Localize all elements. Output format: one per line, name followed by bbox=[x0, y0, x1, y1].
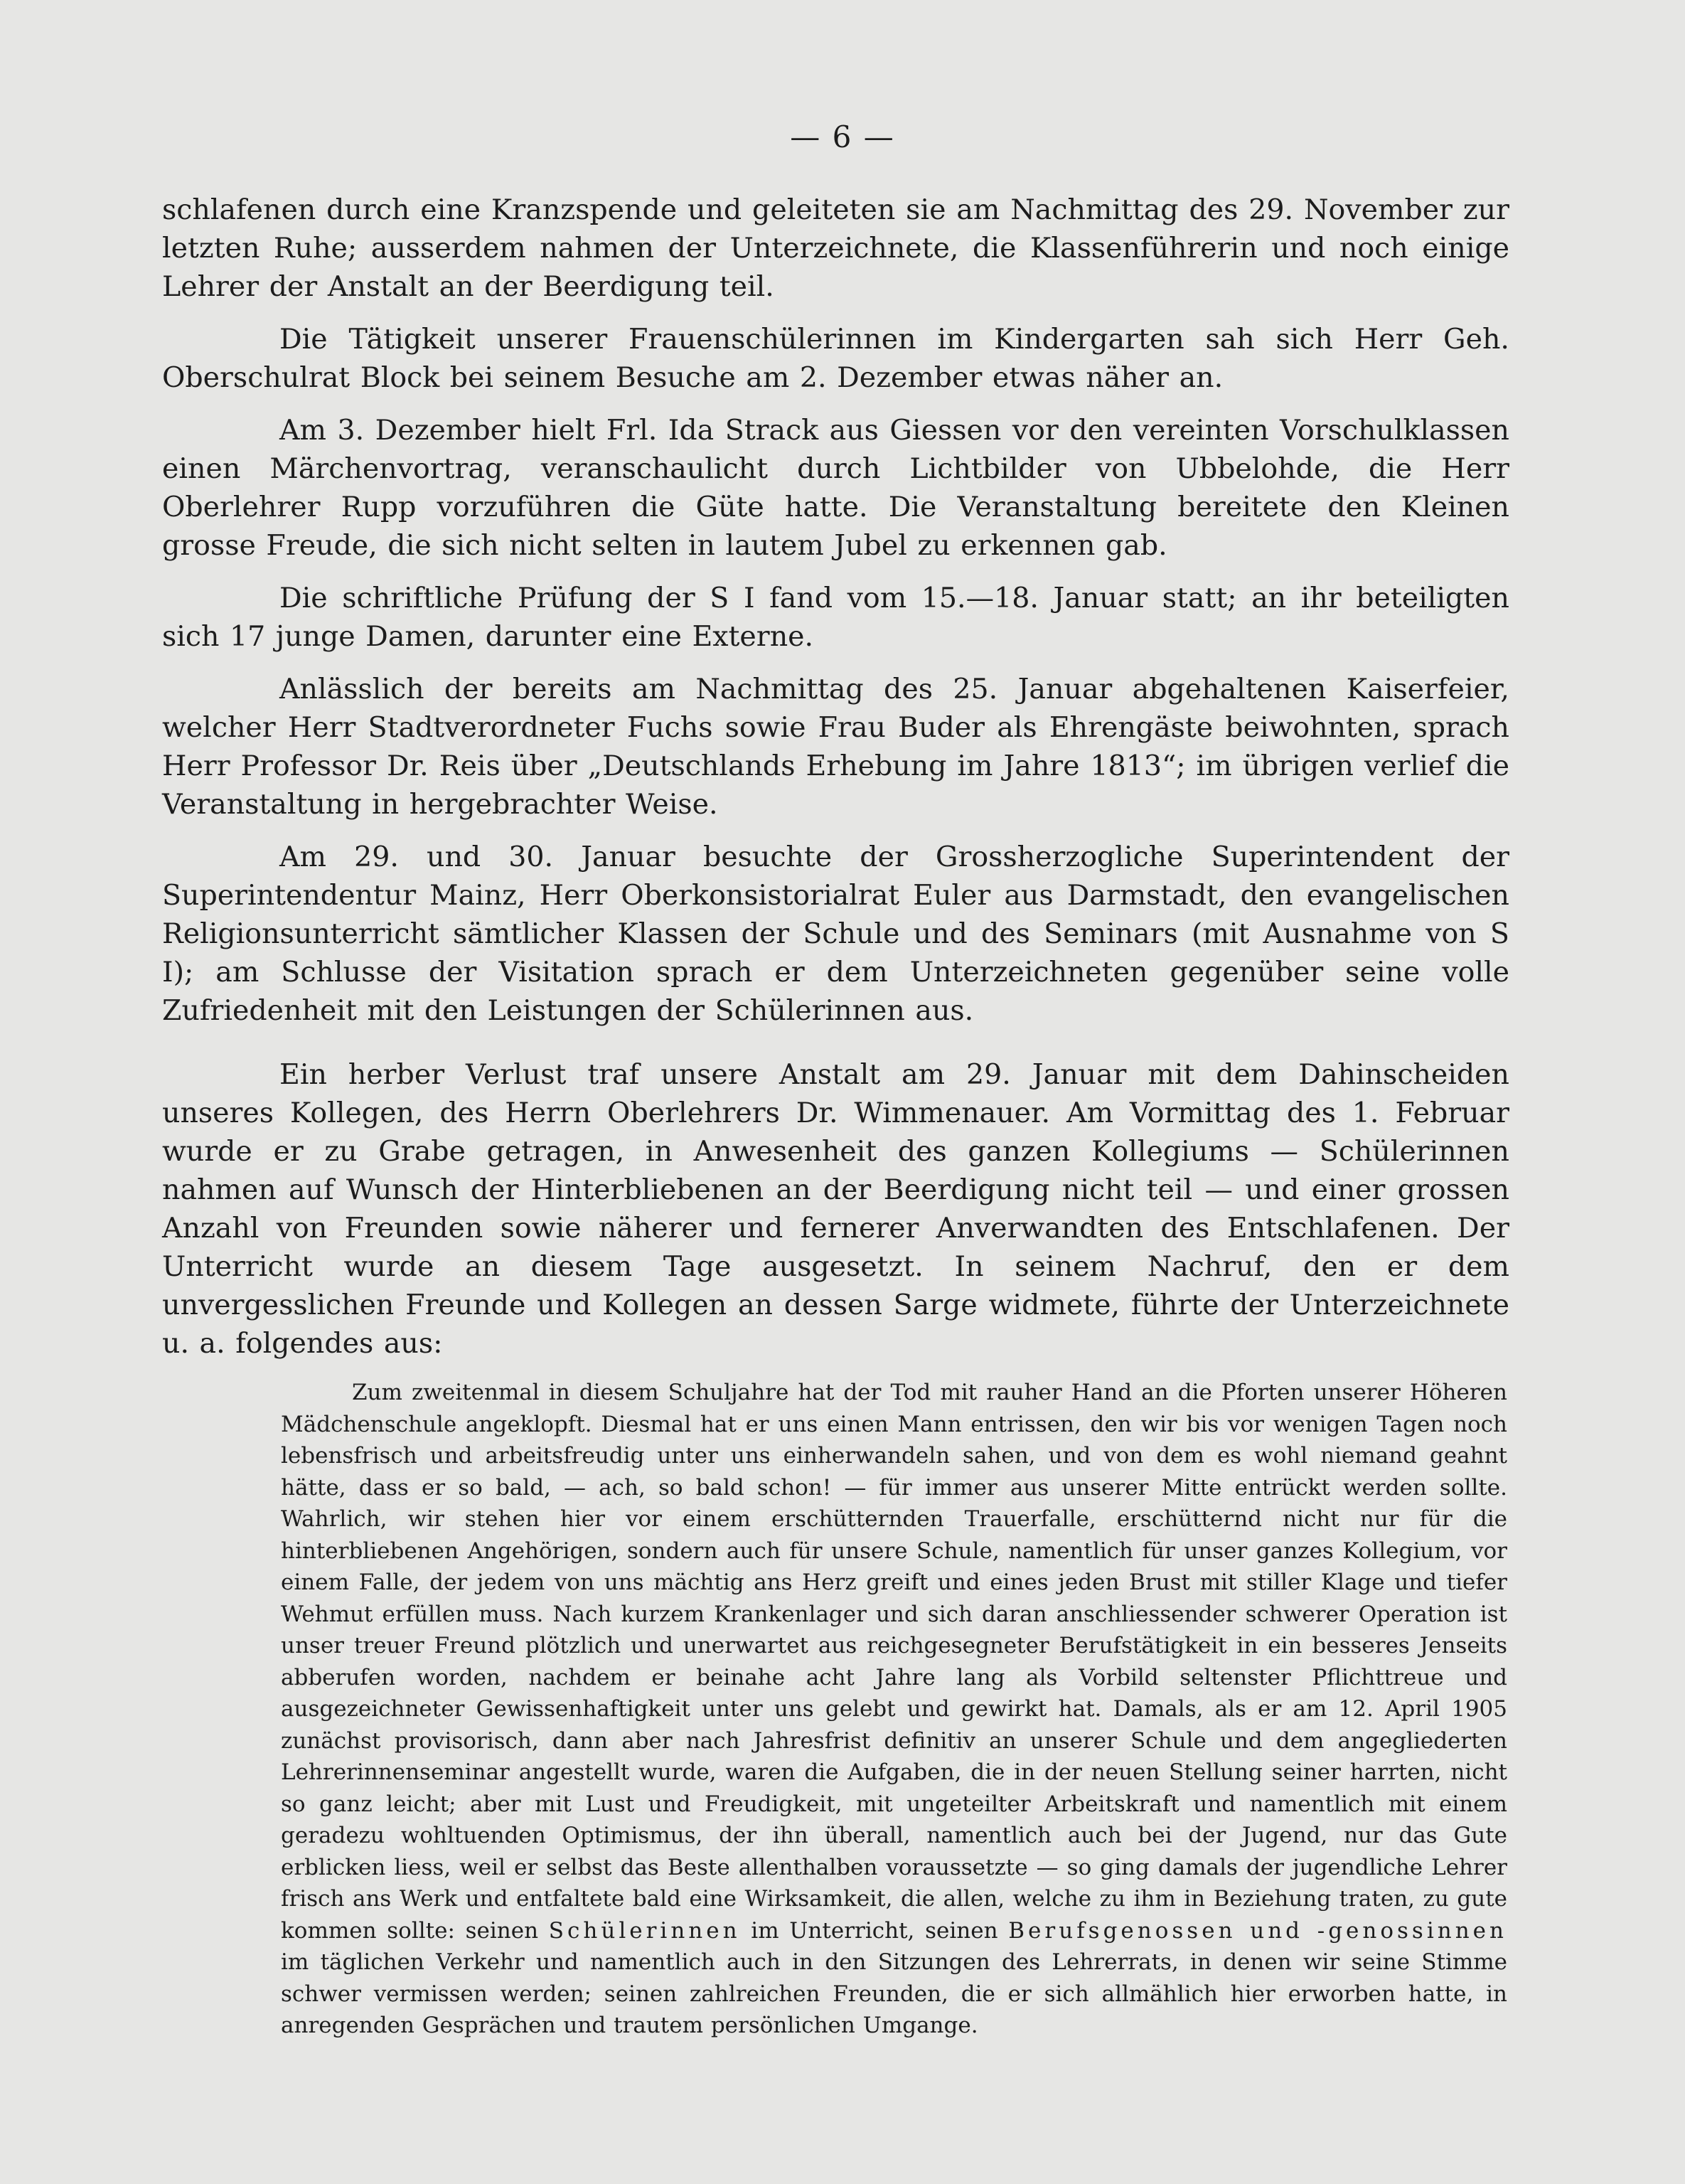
paragraph-4: Die schriftliche Prüfung der S I fand vom 15.—18. Januar statt; an ihr beteiligten sich 17 junge Damen, darunter eine Externe. bbox=[162, 582, 1509, 653]
paragraph-5: Anlässlich der bereits am Nachmittag des 25. Januar abgehaltenen Kaiserfeier, welcher Herr Stadtverordneter Fuchs sowie Frau Buder als Ehrengäste beiwohnten, sprach Herr Professor Dr. Reis über „Deutschlands Erhebung im Jahre 1813“; im übrigen verlief die Veranstaltung in hergebrachter Weise. bbox=[162, 673, 1509, 821]
quote-part-1: Zum zweitenmal in diesem Schuljahre hat der Tod mit rauher Hand an die Pforten unserer Höheren Mädchenschule angeklopft. Diesmal hat er uns einen Mann entrissen, den wir bis vor wenigen Tagen noch lebensfrisch und arbeitsfreudig unter uns einherwandeln sahen, und von dem es wohl niemand geahnt hätte, dass er so bald, — ach, so bald schon! — für immer aus unserer Mitte entrückt werden sollte. Wahrlich, wir stehen hier vor einem erschütternden Trauerfalle, erschütternd nicht nur für die hinterbliebenen Angehörigen, sondern auch für unsere Schule, namentlich für unser ganzes Kollegium, vor einem Falle, der jedem von uns mächtig ans Herz greift und eines jeden Brust mit stiller Klage und tiefer Wehmut erfüllen muss. Nach kurzem Krankenlager und sich daran anschliessender schwerer Operation ist unser treuer Freund plötzlich und unerwartet aus reichgesegneter Berufstätigkeit in ein besseres Jenseits abberufen worden, nachdem er beinahe acht Jahre lang als Vorbild seltenster Pflichttreue und ausgezeichneter Gewissenhaftigkeit unter uns gelebt und gewirkt hat. Damals, als er am 12. April 1905 zunächst provisorisch, dann aber nach Jahresfrist definitiv an unserer Schule und dem angegliederten Lehrerinnenseminar angestellt wurde, waren die Aufgaben, die in der neuen Stellung seiner harrten, nicht so ganz leicht; aber mit Lust und Freudigkeit, mit ungeteilter Arbeitskraft und namentlich mit einem geradezu wohltuenden Optimismus, der ihn überall, namentlich auch bei der Jugend, nur das Gute erblicken liess, weil er selbst das Beste allenthalben voraussetzte — so ging damals der jugendliche Lehrer frisch ans Werk und entfaltete bald eine Wirksamkeit, die allen, welche zu ihm in Beziehung traten, zu gute kommen sollte: seinen bbox=[281, 1380, 1507, 1944]
paragraph-3: Am 3. Dezember hielt Frl. Ida Strack aus Giessen vor den vereinten Vorschulklassen einen Märchenvortrag, veranschaulicht durch Lichtbilder von Ubbelohde, die Herr Oberlehrer Rupp vorzuführen die Güte hatte. Die Veranstaltung bereitete den Kleinen grosse Freude, die sich nicht selten in lautem Jubel zu erkennen gab. bbox=[162, 414, 1509, 562]
page-number: — 6 — bbox=[790, 119, 895, 154]
paragraph-1: schlafenen durch eine Kranzspende und geleiteten sie am Nachmittag des 29. November zur letzten Ruhe; ausserdem nahmen der Unterzeichnete, die Klassenführerin und noch einige Lehrer der Anstalt an der Beerdigung teil. bbox=[162, 193, 1509, 303]
paragraph-6: Am 29. und 30. Januar besuchte der Grossherzogliche Superintendent der Superintendentur Mainz, Herr Oberkonsistorialrat Euler aus Darmstadt, den evangelischen Religionsunterricht sämtlicher Klassen der Schule und des Seminars (mit Ausnahme von S I); am Schlusse der Visitation sprach er dem Unterzeichneten gegenüber seine volle Zufriedenheit mit den Leistungen der Schülerinnen aus. bbox=[162, 841, 1509, 1027]
quote-part-3: im täglichen Verkehr und namentlich auch in den Sitzungen des Lehrerrats, in denen wir seine Stimme schwer vermissen werden; seinen zahlreichen Freunden, die er sich allmählich hier erworben hatte, in anregenden Gesprächen und trautem persönlichen Umgange. bbox=[281, 1949, 1507, 2038]
quote-part-2: im Unterricht, seinen bbox=[751, 1917, 998, 1944]
paragraph-2: Die Tätigkeit unserer Frauenschülerinnen im Kindergarten sah sich Herr Geh. Oberschulrat Block bei seinem Besuche am 2. Dezember etwas näher an. bbox=[162, 323, 1509, 394]
quote-emphasis-colleagues: Berufsgenossen und -genossinnen bbox=[1008, 1917, 1507, 1944]
paragraph-7: Ein herber Verlust traf unsere Anstalt am 29. Januar mit dem Dahinscheiden unseres Kollegen, des Herrn Oberlehrers Dr. Wimmenauer. Am Vormittag des 1. Februar wurde er zu Grabe getragen, in Anwesenheit des ganzen Kollegiums — Schülerinnen nahmen auf Wunsch der Hinterbliebenen an der Beerdigung nicht teil — und einer grossen Anzahl von Freunden sowie näherer und fernerer Anverwandten des Entschlafenen. Der Unterricht wurde an diesem Tage ausgesetzt. In seinem Nachruf, den er dem unvergesslichen Freunde und Kollegen an dessen Sarge widmete, führte der Unterzeichnete u. a. folgendes aus: bbox=[162, 1058, 1509, 1360]
quote-emphasis-students: Schülerinnen bbox=[548, 1917, 741, 1944]
body-text bbox=[162, 191, 1509, 2042]
eulogy-quote bbox=[281, 1377, 1507, 2042]
